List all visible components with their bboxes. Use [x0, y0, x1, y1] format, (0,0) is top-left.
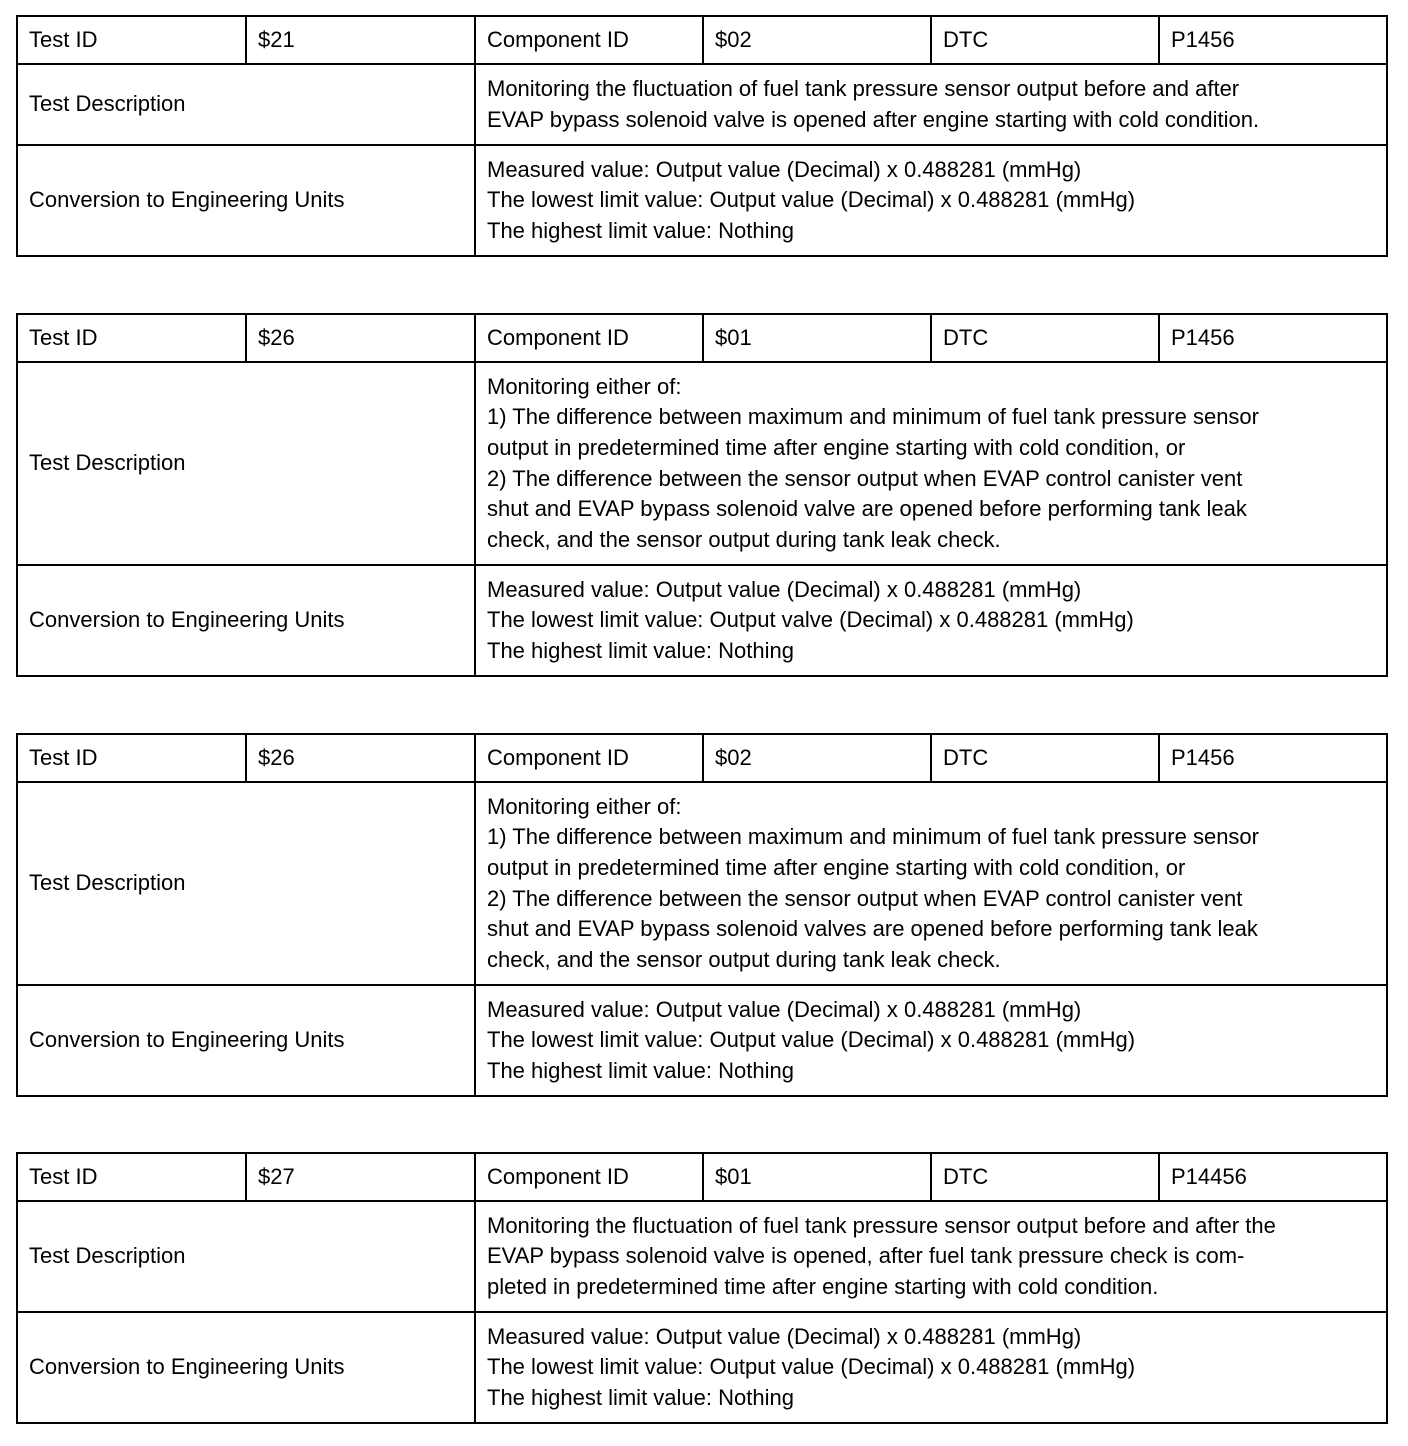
monitor-test-table-3 [16, 733, 1388, 1097]
component-id-label: Component ID [475, 314, 703, 362]
description-line: output in predetermined time after engine starting with cold condition, or [487, 854, 1186, 880]
test-id-label: Test ID [17, 314, 246, 362]
conversion-label: Conversion to Engineering Units [17, 985, 475, 1096]
test-description-text [475, 1201, 1387, 1312]
dtc-value: P1456 [1159, 16, 1387, 64]
test-description-text [475, 362, 1387, 565]
dtc-label: DTC [931, 16, 1159, 64]
measured-value-line: Measured value: Output value (Decimal) x 0.488281 (mmHg) [487, 996, 1082, 1022]
highest-limit-line: The highest limit value: Nothing [487, 1057, 794, 1083]
description-line: EVAP bypass solenoid valve is opened after engine starting with cold condition. [487, 106, 1260, 132]
highest-limit-line: The highest limit value: Nothing [487, 1384, 794, 1410]
description-line: Monitoring the fluctuation of fuel tank pressure sensor output before and after the [487, 1212, 1276, 1238]
conversion-text [475, 1312, 1387, 1423]
dtc-label: DTC [931, 314, 1159, 362]
lowest-limit-line: The lowest limit value: Output value (Decimal) x 0.488281 (mmHg) [487, 1027, 1136, 1053]
conversion-label: Conversion to Engineering Units [17, 1312, 475, 1423]
measured-value-line: Measured value: Output value (Decimal) x 0.488281 (mmHg) [487, 576, 1082, 602]
test-description-label: Test Description [17, 64, 475, 145]
test-id-value: $21 [246, 16, 475, 64]
description-line: 1) The difference between maximum and minimum of fuel tank pressure sensor [487, 404, 1259, 430]
test-description-label: Test Description [17, 782, 475, 985]
component-id-label: Component ID [475, 16, 703, 64]
description-line: check, and the sensor output during tank leak check. [487, 526, 1001, 552]
description-line: shut and EVAP bypass solenoid valve are opened before performing tank leak [487, 496, 1247, 522]
dtc-label: DTC [931, 1153, 1159, 1201]
lowest-limit-line: The lowest limit value: Output value (Decimal) x 0.488281 (mmHg) [487, 187, 1136, 213]
test-description-text [475, 782, 1387, 985]
dtc-value: P14456 [1159, 1153, 1387, 1201]
test-id-value: $26 [246, 314, 475, 362]
description-line: Monitoring either of: [487, 793, 682, 819]
description-row [17, 782, 1387, 985]
test-id-label: Test ID [17, 1153, 246, 1201]
description-line: 2) The difference between the sensor output when EVAP control canister vent [487, 465, 1243, 491]
id-row [17, 734, 1387, 782]
component-id-value: $01 [703, 314, 931, 362]
test-description-label: Test Description [17, 362, 475, 565]
description-line: Monitoring the fluctuation of fuel tank pressure sensor output before and after [487, 75, 1240, 101]
description-row [17, 64, 1387, 145]
test-id-value: $27 [246, 1153, 475, 1201]
conversion-row [17, 565, 1387, 676]
conversion-row [17, 145, 1387, 256]
dtc-value: P1456 [1159, 734, 1387, 782]
component-id-value: $02 [703, 734, 931, 782]
id-row [17, 314, 1387, 362]
component-id-value: $02 [703, 16, 931, 64]
monitor-test-table-2 [16, 313, 1388, 677]
monitor-test-table-1 [16, 15, 1388, 257]
description-line: shut and EVAP bypass solenoid valves are opened before performing tank leak [487, 916, 1258, 942]
conversion-text [475, 985, 1387, 1096]
test-id-label: Test ID [17, 16, 246, 64]
dtc-label: DTC [931, 734, 1159, 782]
description-line: EVAP bypass solenoid valve is opened, after fuel tank pressure check is com- [487, 1243, 1245, 1269]
component-id-label: Component ID [475, 1153, 703, 1201]
conversion-label: Conversion to Engineering Units [17, 565, 475, 676]
lowest-limit-line: The lowest limit value: Output valve (Decimal) x 0.488281 (mmHg) [487, 607, 1134, 633]
conversion-text [475, 145, 1387, 256]
conversion-row [17, 985, 1387, 1096]
description-row [17, 1201, 1387, 1312]
monitor-test-table-4 [16, 1152, 1388, 1424]
measured-value-line: Measured value: Output value (Decimal) x 0.488281 (mmHg) [487, 156, 1082, 182]
conversion-label: Conversion to Engineering Units [17, 145, 475, 256]
test-description-text [475, 64, 1387, 145]
description-row [17, 362, 1387, 565]
dtc-value: P1456 [1159, 314, 1387, 362]
component-id-label: Component ID [475, 734, 703, 782]
lowest-limit-line: The lowest limit value: Output value (Decimal) x 0.488281 (mmHg) [487, 1354, 1136, 1380]
test-id-value: $26 [246, 734, 475, 782]
id-row [17, 16, 1387, 64]
description-line: pleted in predetermined time after engine starting with cold condition. [487, 1273, 1159, 1299]
measured-value-line: Measured value: Output value (Decimal) x 0.488281 (mmHg) [487, 1323, 1082, 1349]
highest-limit-line: The highest limit value: Nothing [487, 217, 794, 243]
description-line: 1) The difference between maximum and minimum of fuel tank pressure sensor [487, 824, 1259, 850]
description-line: 2) The difference between the sensor output when EVAP control canister vent [487, 885, 1243, 911]
test-id-label: Test ID [17, 734, 246, 782]
highest-limit-line: The highest limit value: Nothing [487, 637, 794, 663]
description-line: output in predetermined time after engine starting with cold condition, or [487, 434, 1186, 460]
description-line: Monitoring either of: [487, 373, 682, 399]
component-id-value: $01 [703, 1153, 931, 1201]
conversion-text [475, 565, 1387, 676]
description-line: check, and the sensor output during tank leak check. [487, 946, 1001, 972]
id-row [17, 1153, 1387, 1201]
test-description-label: Test Description [17, 1201, 475, 1312]
conversion-row [17, 1312, 1387, 1423]
